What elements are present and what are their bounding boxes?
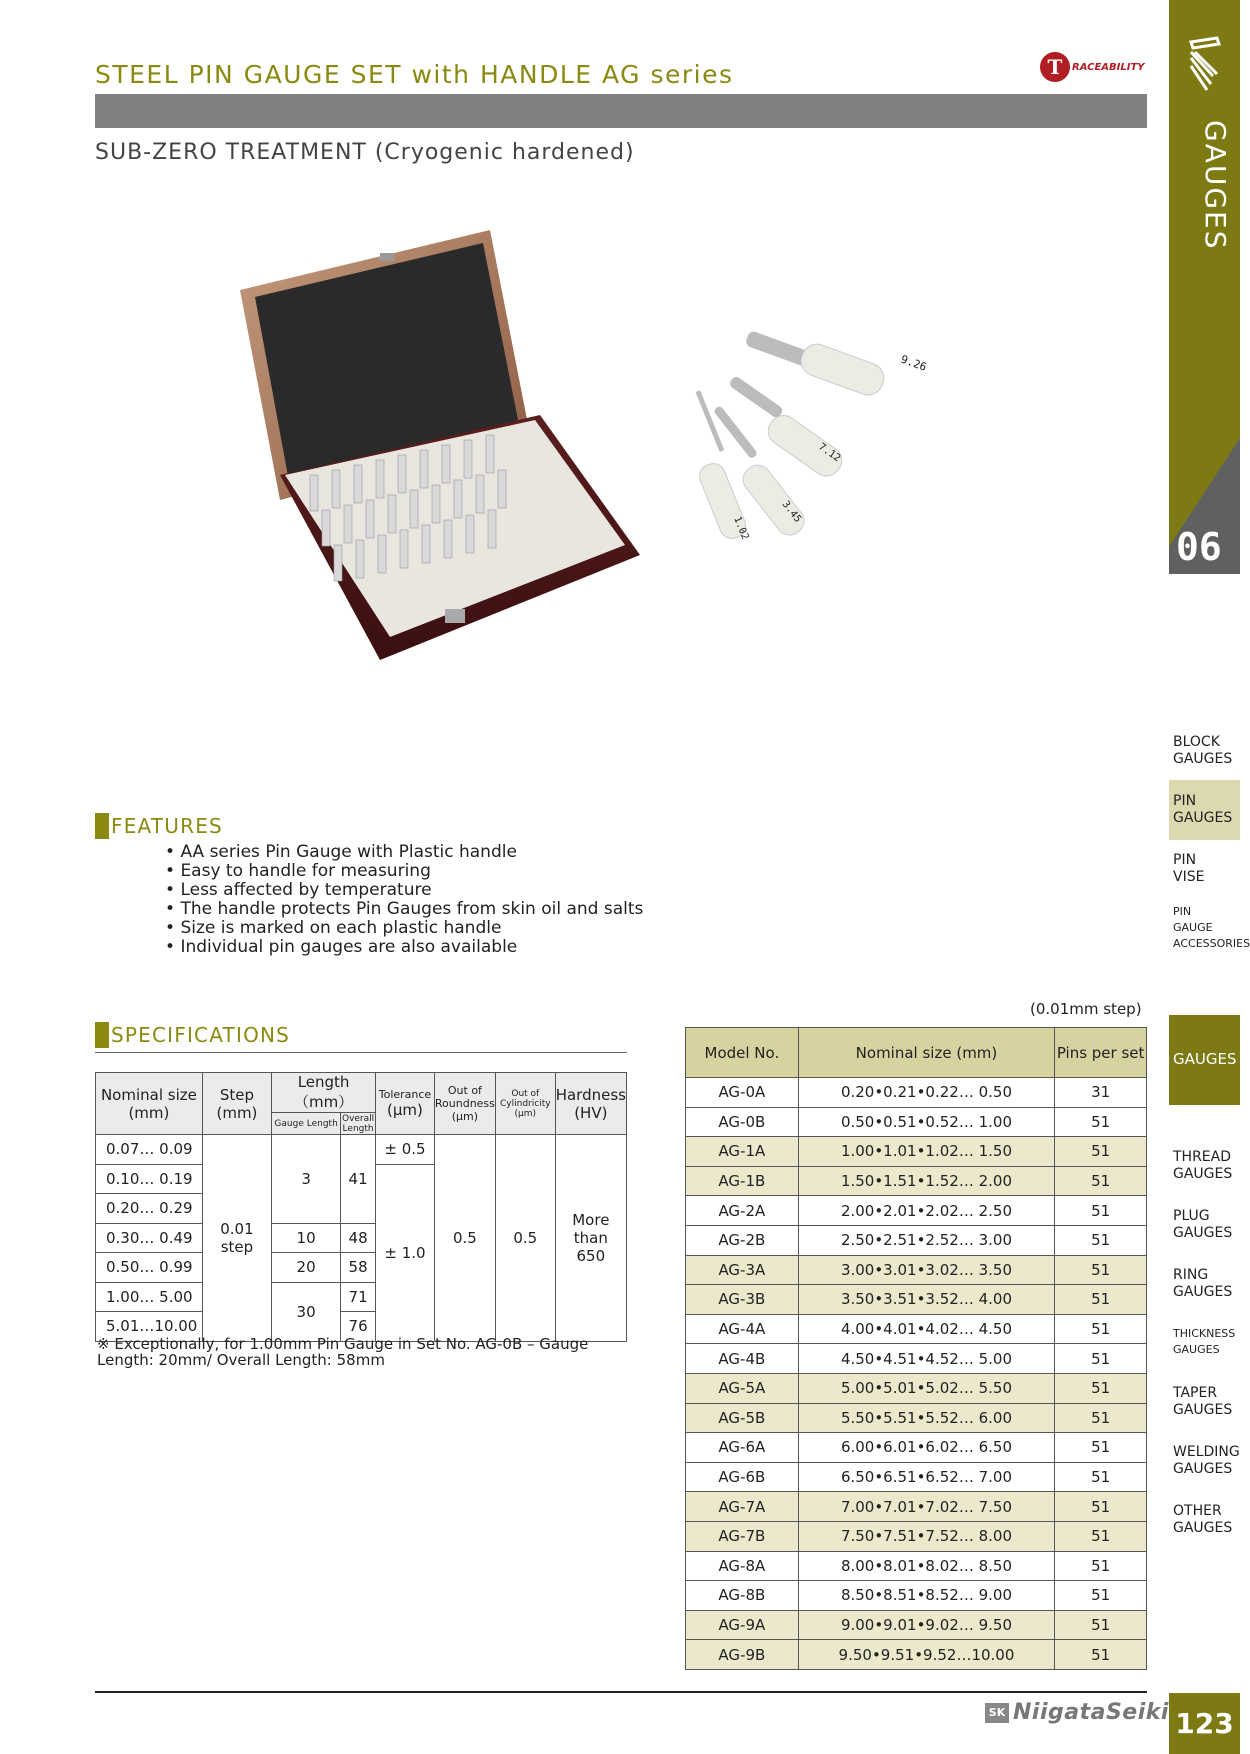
cell-gauge-length: 3: [272, 1135, 341, 1224]
table-row: [686, 1462, 1147, 1492]
cell-pins: 51: [1055, 1610, 1147, 1640]
table-row: [686, 1551, 1147, 1581]
cell-model: AG-7A: [686, 1492, 799, 1522]
divider: [95, 1052, 627, 1053]
table-row: [686, 1492, 1147, 1522]
handle-label: 1.02: [731, 515, 751, 542]
table-row: [686, 1166, 1147, 1196]
table-row: [686, 1314, 1147, 1344]
table-row: [686, 1521, 1147, 1551]
header-roundness: Out of Roundness (μm): [434, 1073, 495, 1135]
nav-thread-gauges[interactable]: [1173, 1149, 1240, 1183]
pin-gauge-case-photo: [240, 225, 640, 665]
cell-tolerance: ± 0.5: [376, 1135, 435, 1165]
handle-label: 3.45: [779, 499, 804, 525]
specifications-heading-label: SPECIFICATIONS: [111, 1023, 291, 1047]
cell-model: AG-1B: [686, 1166, 799, 1196]
cell-roundness: 0.5: [434, 1135, 495, 1342]
cell-pins: 51: [1055, 1373, 1147, 1403]
model-table: [685, 1027, 1147, 1670]
nav-pin-vise[interactable]: [1173, 852, 1240, 886]
nav-taper-gauges[interactable]: [1173, 1385, 1240, 1419]
cell-pins: 51: [1055, 1551, 1147, 1581]
nav-label: GAUGES: [1173, 1520, 1233, 1536]
nav-label: VISE: [1173, 869, 1205, 885]
cell-model: AG-4B: [686, 1344, 799, 1374]
nav-ring-gauges[interactable]: [1173, 1267, 1240, 1301]
cell-pins: 51: [1055, 1225, 1147, 1255]
table-row: [686, 1640, 1147, 1670]
page-title: STEEL PIN GAUGE SET with HANDLE AG series: [95, 60, 734, 89]
cell-nominal: 5.01…10.00: [96, 1312, 203, 1342]
cell-nominal: 0.50… 0.99: [96, 1253, 203, 1283]
cell-pins: 51: [1055, 1137, 1147, 1167]
nav-label: GAUGES: [1173, 1166, 1233, 1182]
nav-label: GAUGES: [1173, 1402, 1233, 1418]
nav-gauges-label: GAUGES: [1173, 1050, 1237, 1068]
cell-size: 1.50•1.51•1.52… 2.00: [798, 1166, 1055, 1196]
nav-label: GAUGES: [1173, 810, 1233, 826]
chapter-number: 06: [1176, 525, 1222, 569]
nav-label: WELDING: [1173, 1444, 1240, 1460]
table-row: [686, 1610, 1147, 1640]
cell-pins: 51: [1055, 1196, 1147, 1226]
cell-gauge-length: 30: [272, 1282, 341, 1341]
nav-pin-gauges[interactable]: [1173, 793, 1240, 827]
header-gauge-length: Gauge Length: [272, 1113, 341, 1135]
cell-cylindricity: 0.5: [495, 1135, 555, 1342]
cell-model: AG-3B: [686, 1285, 799, 1315]
table-row: [686, 1107, 1147, 1137]
cell-pins: 51: [1055, 1521, 1147, 1551]
cell-pins: 51: [1055, 1285, 1147, 1315]
cell-model: AG-2B: [686, 1225, 799, 1255]
chapter-label: GAUGES: [1199, 120, 1232, 251]
cell-pins: 51: [1055, 1314, 1147, 1344]
header-pins-per-set: Pins per set: [1055, 1028, 1147, 1078]
cell-pins: 51: [1055, 1107, 1147, 1137]
cell-size: 2.00•2.01•2.02… 2.50: [798, 1196, 1055, 1226]
cell-size: 5.00•5.01•5.02… 5.50: [798, 1373, 1055, 1403]
nav-label: ACCESSORIES: [1173, 937, 1250, 950]
cell-model: AG-9A: [686, 1610, 799, 1640]
cell-overall-length: 71: [341, 1282, 376, 1312]
nav-label: PLUG: [1173, 1208, 1210, 1224]
logo-name: NiigataSeiki: [1013, 1700, 1169, 1725]
nav-welding-gauges[interactable]: [1173, 1444, 1240, 1478]
cell-size: 3.50•3.51•3.52… 4.00: [798, 1285, 1055, 1315]
nav-label: GAUGES: [1173, 751, 1233, 767]
cell-model: AG-2A: [686, 1196, 799, 1226]
nav-label: PIN: [1173, 905, 1192, 918]
cell-hardness: More than 650: [555, 1135, 626, 1342]
cell-model: AG-1A: [686, 1137, 799, 1167]
cell-size: 4.50•4.51•4.52… 5.00: [798, 1344, 1055, 1374]
nav-label: THREAD: [1173, 1149, 1232, 1165]
nav-label: TAPER: [1173, 1385, 1218, 1401]
cell-model: AG-6B: [686, 1462, 799, 1492]
feature-item: • Individual pin gauges are also available: [165, 938, 643, 957]
cell-tolerance: ± 1.0: [376, 1164, 435, 1341]
cell-model: AG-9B: [686, 1640, 799, 1670]
nav-label: GAUGES: [1173, 1225, 1233, 1241]
heading-marker: [95, 813, 109, 839]
nav-plug-gauges[interactable]: [1173, 1208, 1240, 1242]
handle-label: 7.12: [816, 441, 843, 465]
cell-pins: 51: [1055, 1492, 1147, 1522]
nav-thickness-gauges[interactable]: [1173, 1326, 1240, 1358]
features-heading: [95, 813, 223, 839]
cell-model: AG-5B: [686, 1403, 799, 1433]
cell-size: 0.50•0.51•0.52… 1.00: [798, 1107, 1055, 1137]
table-row: [686, 1403, 1147, 1433]
cell-size: 9.50•9.51•9.52…10.00: [798, 1640, 1055, 1670]
cell-pins: 51: [1055, 1581, 1147, 1611]
cell-overall-length: 76: [341, 1312, 376, 1342]
cell-nominal: 0.20… 0.29: [96, 1194, 203, 1224]
header-tolerance: Tolerance (μm): [376, 1073, 435, 1135]
table-row: [686, 1433, 1147, 1463]
table-row: [686, 1373, 1147, 1403]
cell-nominal: 1.00… 5.00: [96, 1282, 203, 1312]
page-number: 123: [1169, 1693, 1240, 1754]
cell-nominal: 0.30… 0.49: [96, 1223, 203, 1253]
nav-pin-gauge-accessories[interactable]: [1173, 904, 1250, 952]
cell-model: AG-6A: [686, 1433, 799, 1463]
cell-overall-length: 58: [341, 1253, 376, 1283]
header-overall-length: Overall Length: [341, 1113, 375, 1134]
cell-model: AG-0B: [686, 1107, 799, 1137]
spec-note: ※ Exceptionally, for 1.00mm Pin Gauge in Set No. AG-0B – Gauge Length: 20mm/ Overall Length: 58mm: [97, 1335, 589, 1369]
table-row: [686, 1225, 1147, 1255]
table-row: [686, 1285, 1147, 1315]
cell-overall-length: 41: [341, 1135, 376, 1224]
page-subtitle: SUB-ZERO TREATMENT (Cryogenic hardened): [95, 140, 635, 165]
cell-pins: 51: [1055, 1403, 1147, 1433]
header-nominal-size: Nominal size (mm): [798, 1028, 1055, 1078]
header-bar: [95, 94, 1147, 128]
cell-size: 8.50•8.51•8.52… 9.00: [798, 1581, 1055, 1611]
traceability-text: RACEABILITY: [1072, 61, 1145, 73]
handle-label: 9.26: [898, 352, 929, 374]
cell-size: 6.50•6.51•6.52… 7.00: [798, 1462, 1055, 1492]
table-row: [686, 1581, 1147, 1611]
traceability-logo: [1040, 52, 1145, 82]
nav-other-gauges[interactable]: [1173, 1503, 1240, 1537]
footer-rule: [95, 1691, 1147, 1693]
feature-item: • Size is marked on each plastic handle: [165, 919, 643, 938]
cell-size: 3.00•3.01•3.02… 3.50: [798, 1255, 1055, 1285]
gauge-blocks-icon: [1187, 36, 1223, 96]
cell-model: AG-8A: [686, 1551, 799, 1581]
features-list: [165, 843, 643, 957]
traceability-mark: T: [1040, 52, 1070, 82]
cell-model: AG-0A: [686, 1078, 799, 1108]
header-model-no: Model No.: [686, 1028, 799, 1078]
cell-pins: 51: [1055, 1640, 1147, 1670]
cell-pins: 31: [1055, 1078, 1147, 1108]
header-nominal: Nominal size (mm): [96, 1073, 203, 1135]
cell-size: 0.20•0.21•0.22… 0.50: [798, 1078, 1055, 1108]
cell-step: 0.01 step: [202, 1135, 271, 1342]
header-length: Length（mm）: [272, 1073, 376, 1113]
features-heading-label: FEATURES: [111, 814, 223, 838]
cell-pins: 51: [1055, 1255, 1147, 1285]
specifications-table: [95, 1072, 627, 1342]
table-row: [686, 1137, 1147, 1167]
cell-model: AG-5A: [686, 1373, 799, 1403]
cell-model: AG-3A: [686, 1255, 799, 1285]
cell-size: 7.50•7.51•7.52… 8.00: [798, 1521, 1055, 1551]
feature-item: • Easy to handle for measuring: [165, 862, 643, 881]
cell-pins: 51: [1055, 1433, 1147, 1463]
cell-pins: 51: [1055, 1344, 1147, 1374]
nav-label: PIN: [1173, 793, 1197, 809]
cell-nominal: 0.07… 0.09: [96, 1135, 203, 1165]
heading-marker: [95, 1022, 109, 1048]
feature-item: • AA series Pin Gauge with Plastic handle: [165, 843, 643, 862]
cell-size: 7.00•7.01•7.02… 7.50: [798, 1492, 1055, 1522]
nav-label: GAUGES: [1173, 1284, 1233, 1300]
logo-mark: SK: [985, 1703, 1009, 1723]
header-hardness: Hardness (HV): [555, 1073, 626, 1135]
cell-gauge-length: 10: [272, 1223, 341, 1253]
feature-item: • The handle protects Pin Gauges from skin oil and salts: [165, 900, 643, 919]
cell-size: 9.00•9.01•9.02… 9.50: [798, 1610, 1055, 1640]
cell-size: 6.00•6.01•6.02… 6.50: [798, 1433, 1055, 1463]
cell-size: 4.00•4.01•4.02… 4.50: [798, 1314, 1055, 1344]
cell-size: 5.50•5.51•5.52… 6.00: [798, 1403, 1055, 1433]
cell-overall-length: 48: [341, 1223, 376, 1253]
pin-gauges-photo: [690, 320, 990, 620]
nav-label: GAUGES: [1173, 1343, 1220, 1356]
cell-nominal: 0.10… 0.19: [96, 1164, 203, 1194]
cell-size: 8.00•8.01•8.02… 8.50: [798, 1551, 1055, 1581]
nav-label: BLOCK: [1173, 734, 1220, 750]
nav-gauges-box[interactable]: [1169, 1015, 1240, 1105]
brand-logo: [985, 1700, 1169, 1725]
cell-gauge-length: 20: [272, 1253, 341, 1283]
table-row: [686, 1255, 1147, 1285]
nav-label: GAUGE: [1173, 921, 1213, 934]
nav-label: PIN: [1173, 852, 1197, 868]
cell-model: AG-8B: [686, 1581, 799, 1611]
header-step: Step (mm): [202, 1073, 271, 1135]
feature-item: • Less affected by temperature: [165, 881, 643, 900]
cell-model: AG-7B: [686, 1521, 799, 1551]
nav-block-gauges[interactable]: [1173, 734, 1240, 768]
cell-pins: 51: [1055, 1166, 1147, 1196]
table-row: [686, 1344, 1147, 1374]
cell-size: 1.00•1.01•1.02… 1.50: [798, 1137, 1055, 1167]
nav-label: RING: [1173, 1267, 1209, 1283]
table-row: [686, 1078, 1147, 1108]
nav-label: OTHER: [1173, 1503, 1222, 1519]
specifications-heading: [95, 1022, 290, 1048]
cell-size: 2.50•2.51•2.52… 3.00: [798, 1225, 1055, 1255]
table-row: [686, 1196, 1147, 1226]
cell-pins: 51: [1055, 1462, 1147, 1492]
header-cylindricity: Out of Cylindricity (μm): [495, 1073, 555, 1135]
nav-label: THICKNESS: [1173, 1327, 1236, 1340]
cell-model: AG-4A: [686, 1314, 799, 1344]
step-note: (0.01mm step): [1030, 1000, 1142, 1018]
nav-label: GAUGES: [1173, 1461, 1233, 1477]
